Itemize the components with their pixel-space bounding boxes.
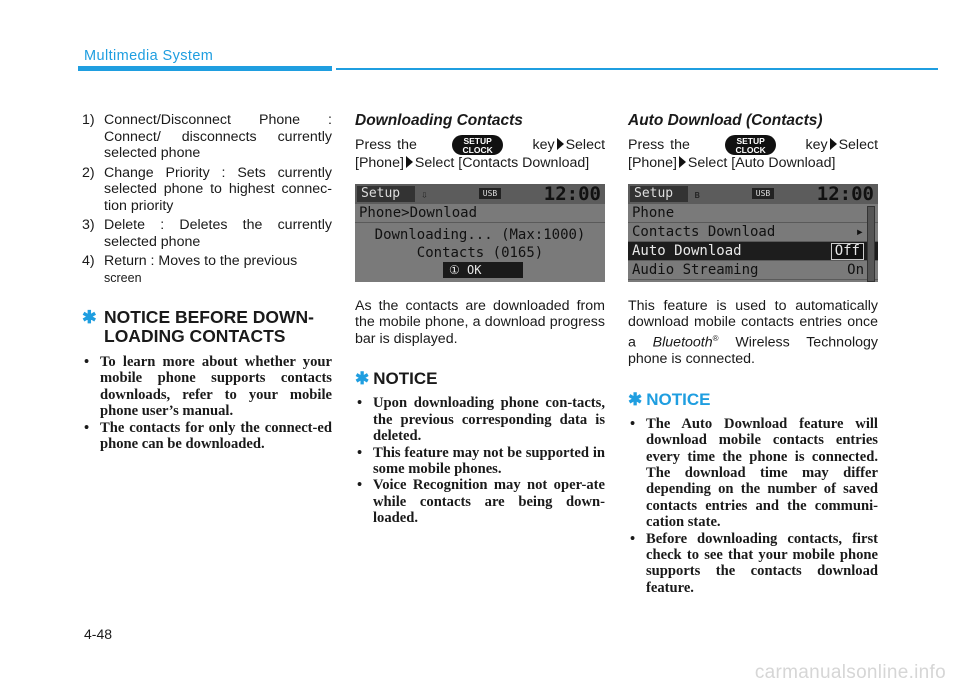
setup-clock-key-icon: SETUP CLOCK — [452, 135, 503, 155]
notice-star-icon: ✱ — [628, 389, 643, 409]
notice-bullets — [355, 395, 605, 526]
arrow-right-icon — [830, 138, 837, 150]
screen-row: Contacts Download ▸ — [628, 223, 878, 242]
list-item: • The Auto Download feature will download mobile contacts entries every time the phone is connected. The download time may differ depending on the number of saved contacts entries and the communi-cation state. — [630, 415, 878, 531]
column-2 — [355, 112, 605, 527]
arrow-right-icon — [557, 138, 564, 150]
download-icon: ⇩ — [421, 187, 428, 201]
description: As the contacts are downloaded from the mobile phone, a download progress bar is displayed. — [355, 297, 605, 347]
column-3 — [628, 112, 878, 596]
screen-text: Contacts (0165) — [416, 244, 544, 261]
screen-row: Audio Streaming On — [628, 261, 878, 280]
arrow-right-icon — [406, 156, 413, 168]
watermark: carmanualsonline.info — [754, 662, 946, 683]
list-item: • Voice Recognition may not oper-ate while contacts are being down-loaded. — [357, 477, 605, 527]
phone-options-list — [82, 112, 332, 286]
notice-bullets — [628, 416, 878, 596]
notice-bullets — [82, 354, 332, 452]
header-rule-thin — [336, 68, 938, 70]
list-item: • Upon downloading phone con-tacts, the previous corresponding data is deleted. — [357, 395, 605, 445]
screen-row: Phone>Download — [355, 204, 605, 223]
header-rule-thick — [78, 66, 332, 71]
section-heading: Downloading Contacts — [355, 112, 523, 129]
arrow-right-icon — [679, 156, 686, 168]
screen-row-selected: Auto Download Off — [628, 242, 878, 261]
column-1 — [82, 112, 332, 452]
screen-text: Downloading... (Max:1000) — [374, 226, 586, 243]
usb-icon: USB — [479, 188, 501, 199]
list-item: 4) Return : Moves to the previous screen — [82, 253, 298, 285]
section-title: Multimedia System — [84, 48, 214, 64]
notice-star-icon: ✱ — [82, 307, 97, 327]
instruction: Press the SETUP CLOCK key Select [Phone] Select [Auto Download] — [628, 136, 879, 171]
list-item: • This feature may not be supported in some mobile phones. — [357, 444, 605, 477]
screen-scrollbar — [867, 206, 875, 282]
list-item: • The contacts for only the connect-ed phone can be downloaded. — [84, 419, 332, 453]
download-screen-image — [355, 184, 605, 282]
list-item: 1) Connect/Disconnect Phone : Connect/ disconnects currently selected phone — [82, 112, 332, 161]
screen-row: Phone — [628, 204, 878, 223]
screen-tab-label: Setup — [630, 186, 688, 202]
screen-tab-label: Setup — [357, 186, 415, 202]
usb-icon: USB — [752, 188, 774, 199]
notice-heading: ✱ NOTICE — [628, 389, 711, 409]
screen-ok-button: ① OK — [443, 262, 523, 278]
list-item: 3) Delete : Deletes the currently selected phone — [82, 217, 332, 250]
instruction: Press the SETUP CLOCK key Select [Phone] Select [Contacts Download] — [355, 136, 606, 171]
list-item: • Before downloading contacts, first check to see that your mobile phone supports the contacts download feature. — [630, 530, 878, 596]
notice-heading: ✱ NOTICE — [355, 369, 438, 389]
clock-display: 12:00 — [816, 183, 874, 205]
section-heading: Auto Download (Contacts) — [628, 112, 823, 129]
auto-download-screen-image — [628, 184, 878, 282]
page-number: 4-48 — [84, 626, 113, 642]
notice-star-icon: ✱ — [355, 369, 370, 389]
clock-display: 12:00 — [543, 183, 601, 205]
setup-clock-key-icon: SETUP CLOCK — [725, 135, 776, 155]
list-item: • To learn more about whether your mobile phone supports contacts downloads, refer to your mobile phone user’s manual. — [84, 354, 332, 420]
list-item: 2) Change Priority : Sets currently selected phone to highest connec-tion priority — [82, 164, 332, 214]
notice-heading: ✱ NOTICE BEFORE DOWN-LOADING CONTACTS — [82, 307, 314, 346]
bluetooth-icon: ʙ — [694, 187, 701, 201]
description: This feature is used to automatically download mobile contacts entries once a Bluetooth® Wireless Technology phone is connected. — [628, 297, 878, 368]
